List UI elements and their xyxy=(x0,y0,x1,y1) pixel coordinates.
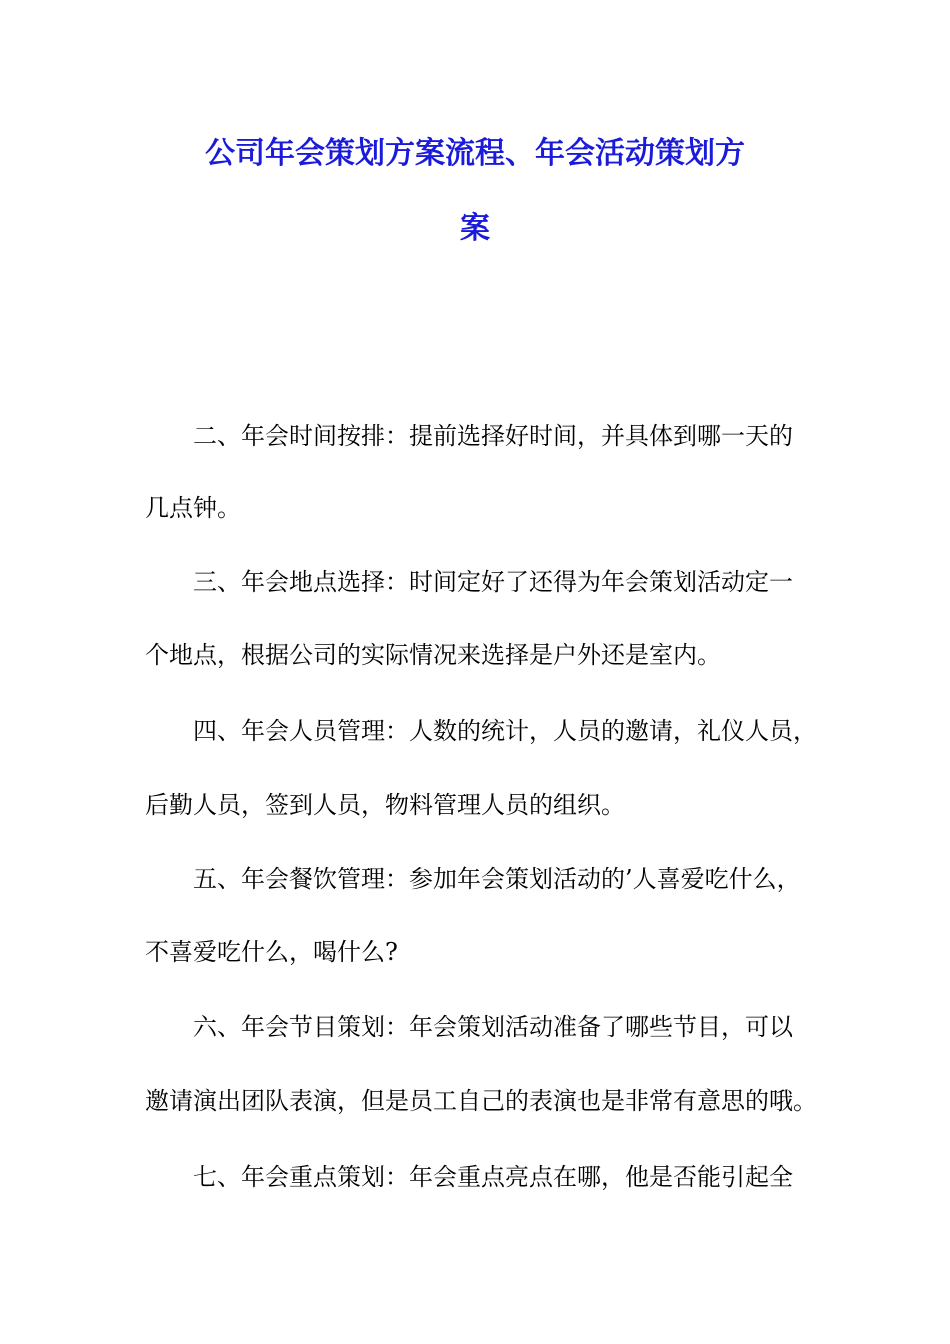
paragraph-venue-line-2: 个地点，根据公司的实际情况来选择是户外还是室内。 xyxy=(145,641,721,669)
paragraph-program-line-2: 邀请演出团队表演，但是员工自己的表演也是非常有意思的哦。 xyxy=(145,1087,817,1115)
paragraph-highlight-line-1: 七、年会重点策划：年会重点亮点在哪，他是否能引起全 xyxy=(193,1163,793,1191)
paragraph-staff-line-1: 四、年会人员管理：人数的统计，人员的邀请，礼仪人员， xyxy=(193,717,817,745)
paragraph-program-line-1: 六、年会节目策划：年会策划活动准备了哪些节目，可以 xyxy=(193,1013,793,1041)
paragraph-catering-line-2: 不喜爱吃什么，喝什么? xyxy=(145,938,398,966)
document-title-line-2: 案 xyxy=(460,211,490,246)
paragraph-time-line-1: 二、年会时间按排：提前选择好时间，并具体到哪一天的 xyxy=(193,422,793,450)
paragraph-time-line-2: 几点钟。 xyxy=(145,494,241,522)
paragraph-catering-line-1: 五、年会餐饮管理：参加年会策划活动的’人喜爱吃什么， xyxy=(193,865,801,893)
paragraph-venue-line-1: 三、年会地点选择：时间定好了还得为年会策划活动定一 xyxy=(193,568,793,596)
paragraph-staff-line-2: 后勤人员，签到人员，物料管理人员的组织。 xyxy=(145,791,625,819)
document-title-line-1: 公司年会策划方案流程、年会活动策划方 xyxy=(205,136,745,171)
